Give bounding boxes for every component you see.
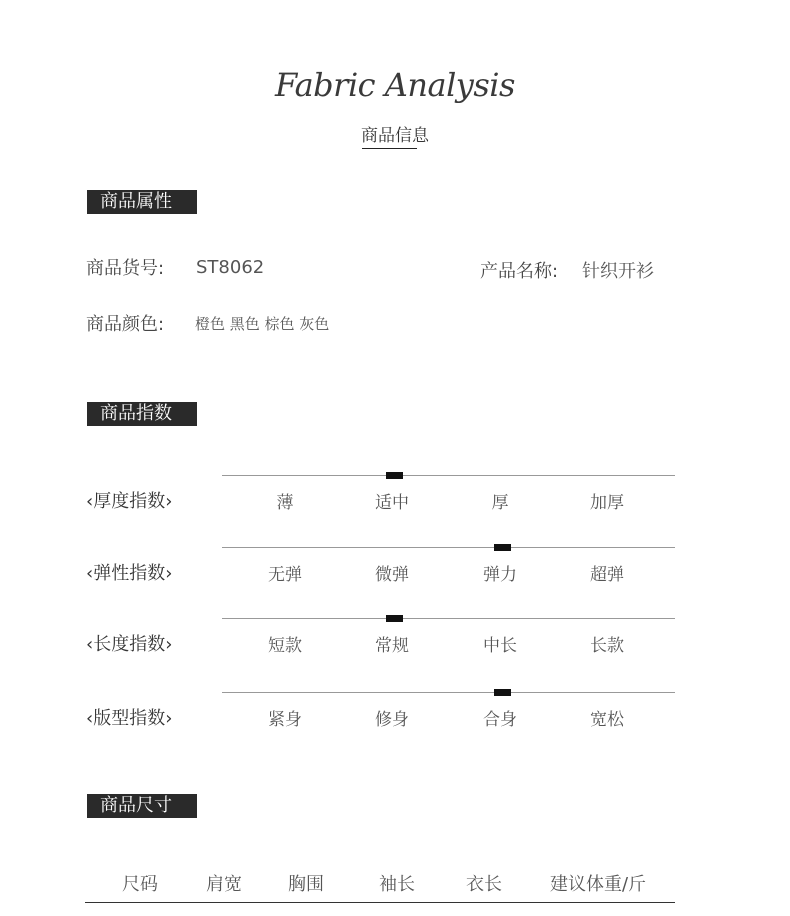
size-column-header: 衣长 — [466, 874, 502, 895]
index-label: ‹厚度指数› — [86, 491, 173, 512]
product-name-label: 产品名称: — [480, 261, 559, 282]
index-option: 加厚 — [590, 493, 624, 513]
index-option: 弹力 — [483, 565, 517, 585]
index-option: 微弹 — [375, 565, 409, 585]
page-title: Fabric Analysis — [275, 66, 515, 104]
size-column-header: 袖长 — [379, 874, 415, 895]
index-scale-line — [222, 475, 675, 476]
index-option: 紧身 — [268, 710, 302, 730]
subtitle-underline — [362, 148, 417, 149]
index-marker — [494, 689, 511, 696]
index-marker — [386, 615, 403, 622]
index-marker — [386, 472, 403, 479]
index-option: 短款 — [268, 636, 302, 656]
size-column-header: 肩宽 — [206, 874, 242, 895]
index-option: 合身 — [483, 710, 517, 730]
section-header-indices: 商品指数 — [87, 402, 197, 426]
section-header-attributes: 商品属性 — [87, 190, 197, 214]
item-no-value: ST8062 — [196, 257, 265, 278]
index-option: 厚 — [491, 493, 509, 513]
index-scale-line — [222, 692, 675, 693]
index-option: 修身 — [375, 710, 409, 730]
index-label: ‹版型指数› — [86, 708, 173, 729]
index-option: 长款 — [590, 636, 624, 656]
section-header-sizes: 商品尺寸 — [87, 794, 197, 818]
index-label: ‹长度指数› — [86, 634, 173, 655]
index-option: 超弹 — [590, 565, 624, 585]
index-option: 适中 — [375, 493, 409, 513]
size-table-divider — [85, 902, 675, 903]
index-option: 无弹 — [268, 565, 302, 585]
index-scale-line — [222, 618, 675, 619]
product-name-value: 针织开衫 — [582, 261, 654, 282]
index-label: ‹弹性指数› — [86, 563, 173, 584]
index-scale-line — [222, 547, 675, 548]
index-option: 薄 — [276, 493, 294, 513]
index-option: 中长 — [483, 636, 517, 656]
size-column-header: 建议体重/斤 — [549, 874, 647, 895]
page-subtitle: 商品信息 — [361, 126, 429, 146]
index-marker — [494, 544, 511, 551]
color-label: 商品颜色: — [86, 314, 165, 335]
size-column-header: 胸围 — [288, 874, 324, 895]
size-column-header: 尺码 — [122, 874, 158, 895]
index-option: 常规 — [375, 636, 409, 656]
item-no-label: 商品货号: — [86, 258, 165, 279]
color-value: 橙色 黑色 棕色 灰色 — [195, 315, 330, 333]
index-option: 宽松 — [590, 710, 624, 730]
